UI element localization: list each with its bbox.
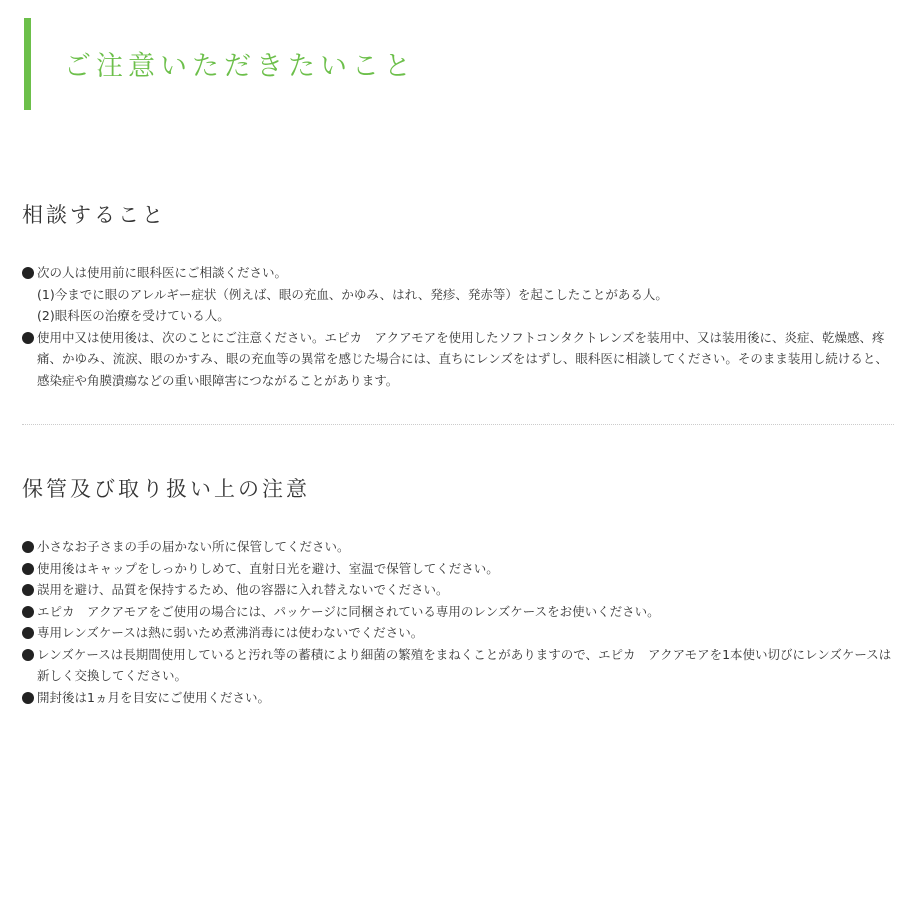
bullet-list (22, 262, 892, 391)
list-item-text: レンズケースは長期間使用していると汚れ等の蓄積により細菌の繁殖をまねくことがありますので、エピカ アクアモアを1本使い切びにレンズケースは新しく交換してください。 (37, 646, 892, 683)
list-item (22, 622, 892, 644)
list-item (22, 687, 892, 709)
list-item-text: 専用レンズケースは熱に弱いため煮沸消毒には使わないでください。 (37, 625, 424, 640)
list-item (22, 262, 892, 327)
section-heading: 相談すること (22, 203, 166, 227)
list-item (22, 327, 892, 392)
list-sub-item: (1)今までに眼のアレルギー症状（例えば、眼の充血、かゆみ、はれ、発疹、発赤等）を起こしたことがある人。 (37, 286, 668, 302)
list-item (22, 644, 892, 687)
list-item-text: 小さなお子さまの手の届かない所に保管してください。 (37, 539, 350, 554)
section-consultation (22, 200, 892, 391)
list-item (22, 536, 892, 558)
list-item-text: 次の人は使用前に眼科医にご相談ください。 (37, 265, 288, 280)
list-item (22, 601, 892, 623)
section-storage-handling (22, 474, 892, 708)
list-sub-item: (2)眼科医の治療を受けている人。 (37, 308, 230, 323)
list-item-text: 誤用を避け、品質を保持するため、他の容器に入れ替えないでください。 (37, 582, 449, 597)
list-item (22, 558, 892, 580)
title-accent-bar (24, 18, 31, 110)
section-divider (22, 424, 894, 425)
section-heading: 保管及び取り扱い上の注意 (22, 477, 310, 501)
page-title: ご注意いただきたいこと (64, 51, 416, 82)
list-item-text: 使用中又は使用後は、次のことにご注意ください。エピカ アクアモアを使用したソフトコンタクトレンズを装用中、又は装用後に、炎症、乾燥感、疼痛、かゆみ、流涙、眼のかすみ、眼の充血等の異常を感じた場合には、直ちにレンズをはずし、眼科医に相談してください。そのまま装用し続けると、感染症や角膜潰瘍などの重い眼障害につながることがあります。 (37, 329, 888, 388)
list-item (22, 579, 892, 601)
bullet-list (22, 536, 892, 708)
list-item-text: 開封後は1ヵ月を目安にご使用ください。 (37, 689, 270, 705)
list-item-text: 使用後はキャップをしっかりしめて、直射日光を避け、室温で保管してください。 (37, 560, 499, 576)
list-item-text: エピカ アクアモアをご使用の場合には、パッケージに同梱されている専用のレンズケースをお使いください。 (37, 603, 660, 619)
